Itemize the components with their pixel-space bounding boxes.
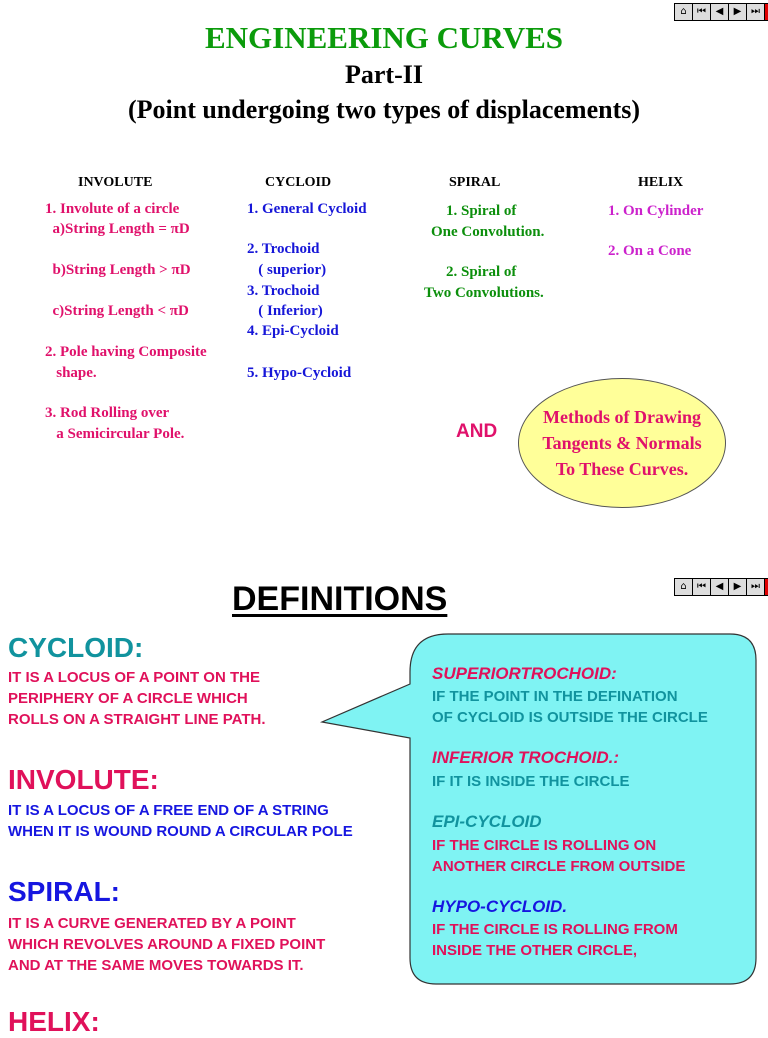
last-slide-icon[interactable]: ⏭	[747, 579, 765, 595]
cycloid-heading: CYCLOID	[265, 175, 332, 190]
involute-item: a Semicircular Pole.	[45, 426, 185, 442]
methods-ellipse	[518, 378, 726, 508]
epi-cycloid-title: EPI-CYCLOID	[432, 812, 542, 831]
spiral-item: One Convolution.	[431, 224, 545, 240]
involute-item: 3. Rod Rolling over	[45, 405, 170, 421]
cycloid-item: 3. Trochoid	[247, 283, 320, 299]
previous-slide-icon[interactable]: ◀	[711, 4, 729, 20]
page-subtitle: (Point undergoing two types of displacements)	[127, 95, 641, 124]
involute-item: 1. Involute of a circle	[45, 201, 180, 217]
involute-term: INVOLUTE:	[8, 764, 159, 795]
spiral-item: Two Convolutions.	[424, 285, 544, 301]
involute-item: c)String Length < πD	[45, 303, 189, 319]
helix-item: 2. On a Cone	[608, 243, 692, 259]
last-slide-icon[interactable]: ⏭	[747, 4, 765, 20]
epi-cycloid-text: IF THE CIRCLE IS ROLLING ON ANOTHER CIRCLE FROM OUTSIDE	[432, 837, 686, 875]
first-slide-icon[interactable]: ⏮	[693, 579, 711, 595]
helix-heading: HELIX	[638, 175, 684, 190]
involute-item: shape.	[45, 365, 97, 381]
spiral-item: 2. Spiral of	[446, 264, 517, 280]
cycloid-item: ( superior)	[247, 262, 327, 278]
spiral-item: 1. Spiral of	[446, 203, 517, 219]
involute-item: b)String Length > πD	[45, 262, 191, 278]
cycloid-definition: IT IS A LOCUS OF A POINT ON THE PERIPHERY OF A CIRCLE WHICH ROLLS ON A STRAIGHT LINE PATH.	[8, 669, 266, 728]
hypo-cycloid-text: IF THE CIRCLE IS ROLLING FROM INSIDE THE OTHER CIRCLE,	[432, 921, 678, 959]
next-slide-icon[interactable]: ▶	[729, 4, 747, 20]
spiral-term: SPIRAL:	[8, 876, 120, 907]
home-icon[interactable]: ⌂	[675, 579, 693, 595]
home-icon[interactable]: ⌂	[675, 4, 693, 20]
inferior-trochoid-text: IF IT IS INSIDE THE CIRCLE	[432, 773, 630, 790]
involute-heading: INVOLUTE	[78, 175, 153, 190]
slide-nav-bar-bottom	[674, 578, 768, 596]
involute-item: a)String Length = πD	[45, 221, 190, 237]
part-label: Part-II	[345, 60, 423, 89]
superior-trochoid-text: IF THE POINT IN THE DEFINATION OF CYCLOID IS OUTSIDE THE CIRCLE	[432, 688, 708, 726]
helix-term: HELIX:	[8, 1006, 100, 1037]
helix-item: 1. On Cylinder	[608, 203, 704, 219]
involute-definition: IT IS A LOCUS OF A FREE END OF A STRING WHEN IT IS WOUND ROUND A CIRCULAR POLE	[8, 802, 353, 840]
spiral-heading: SPIRAL	[449, 175, 501, 190]
superior-trochoid-title: SUPERIORTROCHOID:	[432, 664, 617, 683]
page-title: ENGINEERING CURVES	[204, 20, 564, 55]
cycloid-item: ( Inferior)	[247, 303, 323, 319]
cycloid-item: 4. Epi-Cycloid	[247, 323, 339, 339]
hypo-cycloid-title: HYPO-CYCLOID.	[432, 897, 568, 916]
inferior-trochoid-title: INFERIOR TROCHOID.:	[432, 748, 619, 767]
slide-nav-bar-top	[674, 3, 768, 21]
cycloid-item: 5. Hypo-Cycloid	[247, 365, 352, 381]
first-slide-icon[interactable]: ⏮	[693, 4, 711, 20]
next-slide-icon[interactable]: ▶	[729, 579, 747, 595]
definitions-heading: DEFINITIONS	[232, 580, 448, 618]
previous-slide-icon[interactable]: ◀	[711, 579, 729, 595]
and-label: AND	[456, 421, 498, 442]
methods-text: Methods of Drawing Tangents & Normals To These Curves.	[542, 407, 702, 479]
cycloid-term: CYCLOID:	[8, 632, 144, 663]
spiral-definition: IT IS A CURVE GENERATED BY A POINT WHICH REVOLVES AROUND A FIXED POINT AND AT THE SAME MOVES TOWARDS IT.	[8, 915, 326, 974]
cycloid-item: 2. Trochoid	[247, 241, 320, 257]
involute-item: 2. Pole having Composite	[45, 344, 207, 360]
cycloid-item: 1. General Cycloid	[247, 201, 367, 217]
